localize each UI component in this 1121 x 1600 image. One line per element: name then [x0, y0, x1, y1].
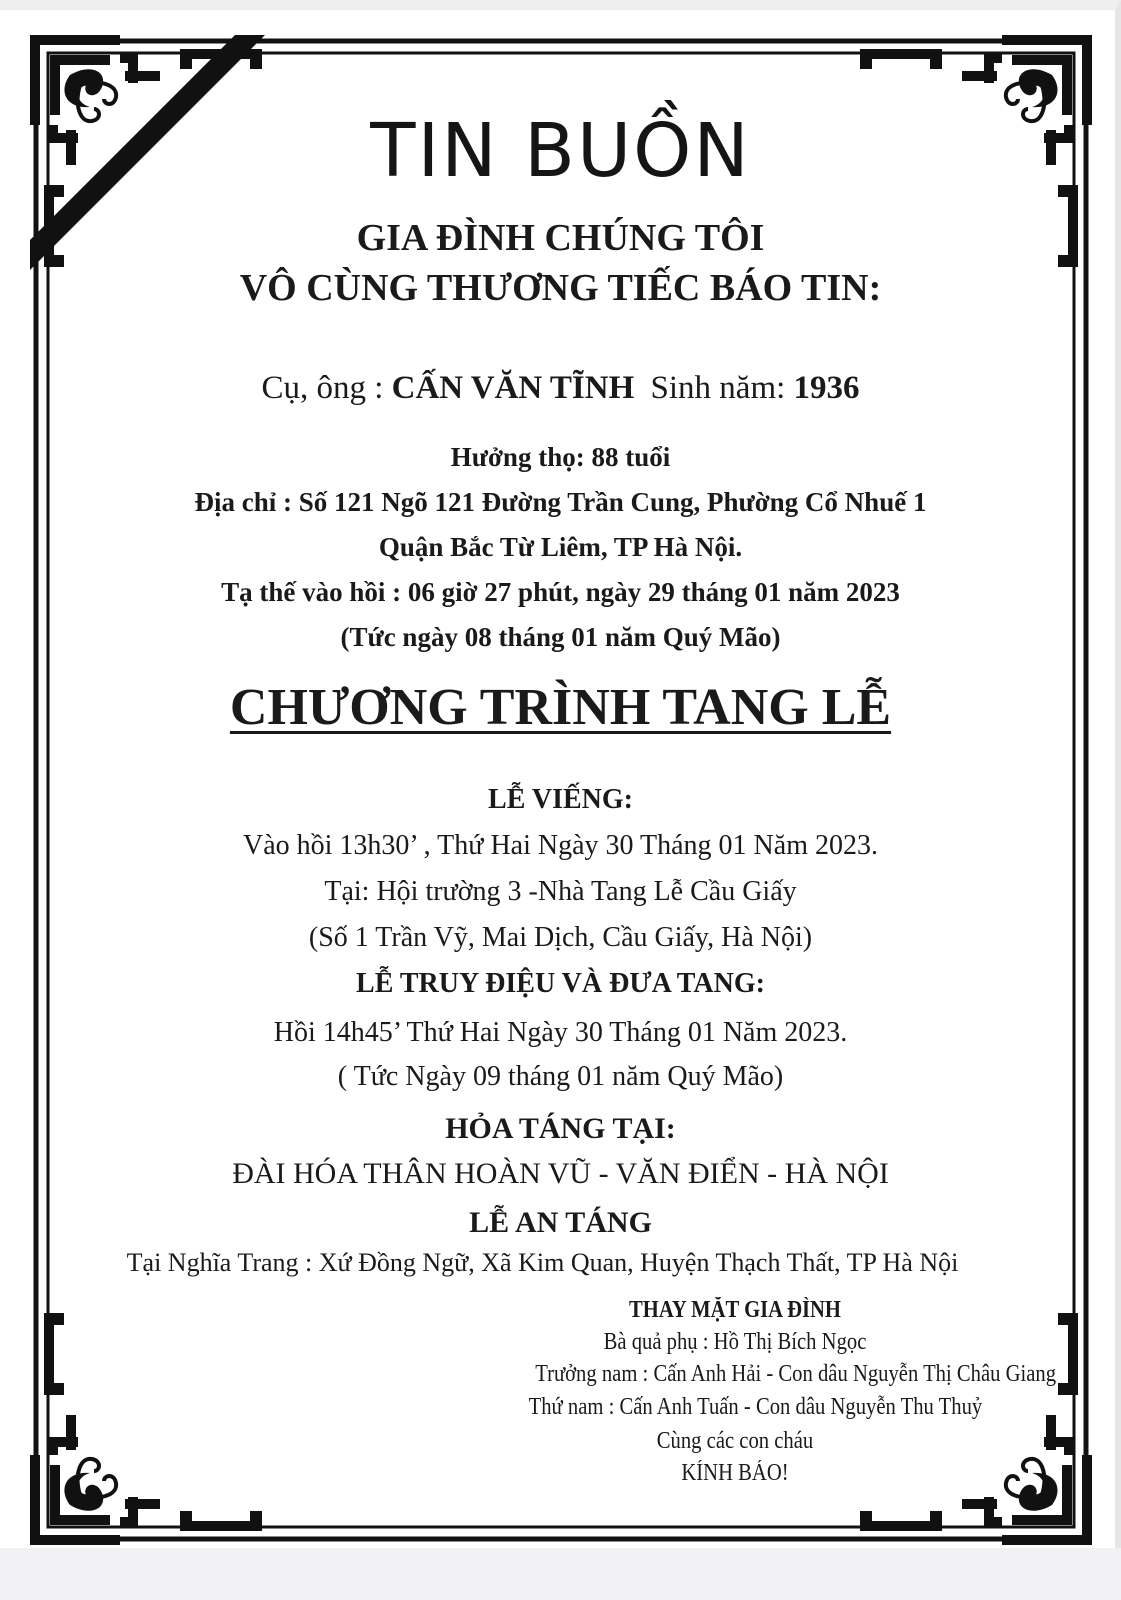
birth-label: Sinh năm: — [650, 370, 786, 406]
deceased-name: CẤN VĂN TĨNH — [391, 370, 635, 406]
closing: KÍNH BÁO! — [681, 1460, 789, 1486]
memorial-time: Hồi 14h45’ Thứ Hai Ngày 30 Tháng 01 Năm 2023. — [273, 1017, 848, 1048]
family-heading: THAY MẶT GIA ĐÌNH — [629, 1297, 841, 1323]
viewing-place: Tại: Hội trường 3 -Nhà Tang Lễ Cầu Giấy — [324, 876, 797, 907]
passed-time: Tạ thế vào hồi : 06 giờ 27 phút, ngày 29 tháng 01 năm 2023 — [221, 577, 900, 607]
intro-line-1: GIA ĐÌNH CHÚNG TÔI — [356, 217, 765, 259]
age: Hưởng thọ: 88 tuổi — [450, 442, 671, 472]
viewing-address: (Số 1 Trần Vỹ, Mai Dịch, Cầu Giấy, Hà Nội) — [308, 922, 813, 953]
cremation-label: HỎA TÁNG TẠI: — [445, 1112, 676, 1145]
viewing-time: Vào hồi 13h30’ , Thứ Hai Ngày 30 Tháng 01 Năm 2023. — [243, 830, 878, 861]
lunar-date: (Tức ngày 08 tháng 01 năm Quý Mão) — [340, 622, 781, 652]
address-line-2: Quận Bắc Từ Liêm, TP Hà Nội. — [378, 532, 743, 562]
second-son: Thứ nam : Cấn Anh Tuấn - Con dâu Nguyễn Thu Thuỷ — [528, 1394, 983, 1420]
memorial-lunar: ( Tức Ngày 09 tháng 01 năm Quý Mão) — [337, 1061, 784, 1092]
deceased-prefix: Cụ, ông : — [261, 370, 384, 406]
widow: Bà quả phụ : Hồ Thị Bích Ngọc — [603, 1329, 867, 1355]
descendants: Cùng các con cháu — [656, 1428, 814, 1454]
deceased-name-line — [0, 370, 1121, 407]
birth-year: 1936 — [793, 370, 860, 406]
eldest-son: Trưởng nam : Cấn Anh Hải - Con dâu Nguyễn Thị Châu Giang — [535, 1361, 1057, 1387]
intro-line-2: VÔ CÙNG THƯƠNG TIẾC BÁO TIN: — [239, 267, 882, 309]
program-heading: CHƯƠNG TRÌNH TANG LỄ — [229, 679, 892, 736]
viewing-label: LỄ VIẾNG: — [488, 784, 633, 815]
cremation-place: ĐÀI HÓA THÂN HOÀN VŨ - VĂN ĐIỂN - HÀ NỘI — [232, 1157, 889, 1190]
address-line-1: Địa chỉ : Số 121 Ngõ 121 Đường Trần Cung, Phường Cổ Nhuế 1 — [194, 487, 927, 517]
burial-place: Tại Nghĩa Trang : Xứ Đồng Ngữ, Xã Kim Quan, Huyện Thạch Thất, TP Hà Nội — [126, 1248, 959, 1277]
notice-title: TIN BUỒN — [370, 108, 751, 194]
bottom-strip — [0, 1548, 1121, 1600]
memorial-label: LỄ TRUY ĐIỆU VÀ ĐƯA TANG: — [356, 968, 765, 999]
burial-label: LỄ AN TÁNG — [469, 1206, 652, 1239]
